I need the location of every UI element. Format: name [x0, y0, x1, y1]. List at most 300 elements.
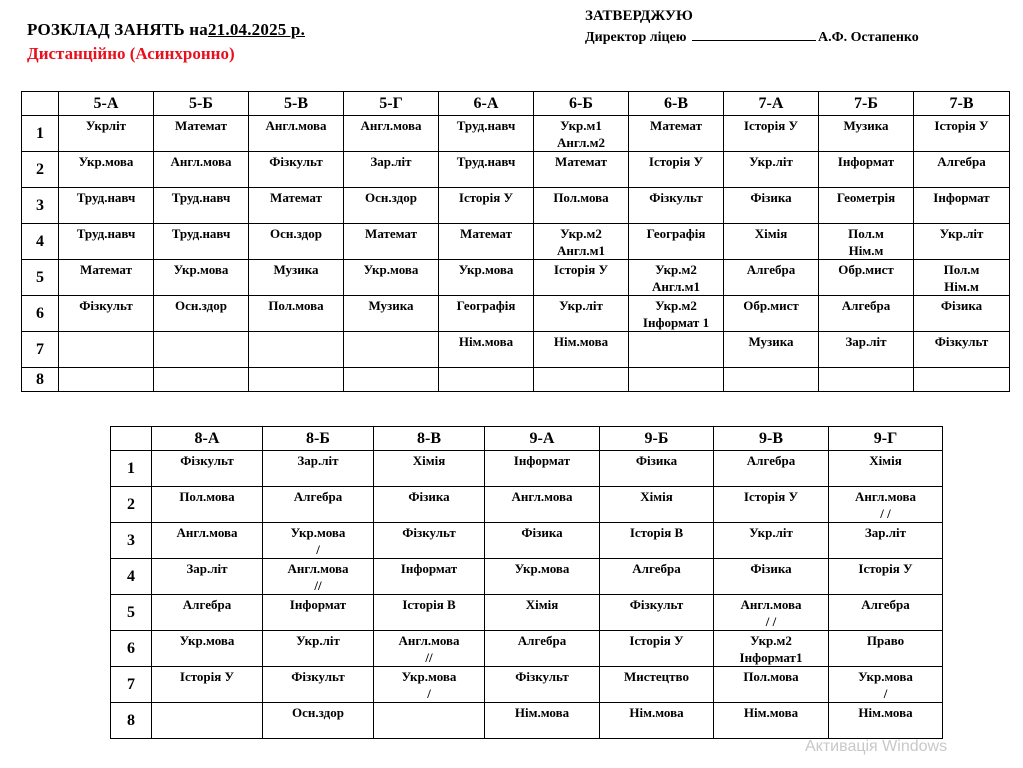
- subject-name: Алгебра: [632, 561, 681, 576]
- lesson-number: 1: [111, 451, 152, 487]
- subject-name: Фізика: [940, 298, 983, 313]
- lesson-cell: [59, 224, 154, 260]
- subject-name: Пол.мова: [743, 669, 799, 684]
- subject-name: Музика: [368, 298, 414, 313]
- subject-name: Зар.літ: [370, 154, 412, 169]
- lesson-row: [22, 368, 1010, 392]
- lesson-cell: [485, 631, 600, 667]
- subject-name: Пол.мова: [179, 489, 235, 504]
- class-header: 9-Б: [600, 427, 714, 451]
- lesson-cell: [534, 368, 629, 392]
- subject-name: Укр.м2: [560, 226, 602, 241]
- lesson-cell: [154, 296, 249, 332]
- subject-name: Фізкульт: [649, 190, 703, 205]
- lesson-cell: [714, 703, 829, 739]
- class-header: 7-В: [914, 92, 1010, 116]
- subject-name: /: [883, 686, 888, 701]
- subject-name: Фізика: [635, 453, 678, 468]
- signature-line: [692, 29, 816, 41]
- lesson-cell: [829, 523, 943, 559]
- lesson-cell: [829, 487, 943, 523]
- lesson-cell: [829, 451, 943, 487]
- lesson-cell: [152, 631, 263, 667]
- class-header: 6-В: [629, 92, 724, 116]
- class-header: 8-Б: [263, 427, 374, 451]
- lesson-row: [22, 296, 1010, 332]
- subject-name: Історія У: [934, 118, 989, 133]
- subject-name: Укр.мова: [290, 525, 346, 540]
- subject-name: Фізкульт: [180, 453, 234, 468]
- subject-name: Інформат 1: [642, 315, 710, 330]
- lesson-cell: [344, 224, 439, 260]
- subject-name: Алгебра: [937, 154, 986, 169]
- class-header: 5-Б: [154, 92, 249, 116]
- lesson-cell: [629, 296, 724, 332]
- lesson-cell: [344, 368, 439, 392]
- lesson-cell: [714, 595, 829, 631]
- lesson-cell: [344, 296, 439, 332]
- subject-name: Інформат: [513, 453, 571, 468]
- lesson-cell: [344, 152, 439, 188]
- table-header-row: [111, 427, 943, 451]
- subject-name: Осн.здор: [292, 705, 344, 720]
- lesson-cell: [534, 224, 629, 260]
- subject-name: Музика: [273, 262, 319, 277]
- lesson-cell: [344, 260, 439, 296]
- lesson-cell: [534, 296, 629, 332]
- subject-name: Фізика: [750, 561, 792, 576]
- lesson-row: [111, 631, 943, 667]
- lesson-cell: [439, 116, 534, 152]
- lesson-row: [22, 152, 1010, 188]
- title-date: 21.04.2025 р.: [207, 20, 306, 39]
- lesson-row: [22, 332, 1010, 368]
- subject-name: Укр.мова: [179, 633, 235, 648]
- subject-name: Математ: [80, 262, 132, 277]
- lesson-cell: [154, 368, 249, 392]
- lesson-row: [22, 260, 1010, 296]
- subject-name: Пол.мова: [268, 298, 324, 313]
- subject-name: Труд.навч: [171, 190, 231, 205]
- subject-name: Труд.навч: [456, 154, 516, 169]
- lesson-cell: [439, 188, 534, 224]
- class-header: 7-Б: [819, 92, 914, 116]
- subject-name: Геометрія: [836, 190, 896, 205]
- class-header: 5-Г: [344, 92, 439, 116]
- lesson-cell: [829, 559, 943, 595]
- lesson-number: 7: [22, 332, 59, 368]
- lesson-number: 8: [111, 703, 152, 739]
- subject-name: Пол.мова: [553, 190, 609, 205]
- lesson-cell: [344, 116, 439, 152]
- subject-name: Фізкульт: [629, 597, 684, 612]
- subject-name: Математ: [460, 226, 512, 241]
- subject-name: Зар.літ: [186, 561, 228, 576]
- subject-name: Укр.літ: [749, 154, 793, 169]
- subject-name: Обр.мист: [743, 298, 799, 313]
- subject-name: Нім.мова: [553, 334, 609, 349]
- lesson-cell: [724, 296, 819, 332]
- subject-name: Музика: [748, 334, 794, 349]
- subject-name: Укр.мова: [858, 669, 913, 684]
- lesson-number: 4: [111, 559, 152, 595]
- lesson-cell: [914, 296, 1010, 332]
- lesson-cell: [914, 332, 1010, 368]
- lesson-number: 7: [111, 667, 152, 703]
- windows-activation-watermark: Активація Windows: [805, 738, 948, 755]
- lesson-cell: [154, 332, 249, 368]
- subject-name: Укр.літ: [749, 525, 793, 540]
- subject-name: Алгебра: [746, 453, 796, 468]
- subject-name: Мистецтво: [624, 669, 689, 684]
- subject-name: Право: [866, 633, 905, 648]
- subject-name: Нім.мова: [514, 705, 570, 720]
- lesson-cell: [629, 152, 724, 188]
- subject-name: /: [316, 542, 320, 557]
- lesson-cell: [819, 152, 914, 188]
- subject-name: Нім.мова: [458, 334, 514, 349]
- subject-name: Інформат: [933, 190, 990, 205]
- lesson-cell: [714, 631, 829, 667]
- lesson-cell: [59, 116, 154, 152]
- subject-name: Математ: [650, 118, 702, 133]
- subject-name: Зар.літ: [864, 525, 907, 540]
- lesson-cell: [629, 368, 724, 392]
- director-line: [585, 29, 919, 46]
- lesson-cell: [59, 260, 154, 296]
- subject-name: Англ.м2: [556, 135, 606, 150]
- lesson-cell: [724, 152, 819, 188]
- subject-name: Осн.здор: [175, 298, 227, 313]
- lesson-cell: [534, 332, 629, 368]
- subject-name: Фізкульт: [269, 154, 323, 169]
- subject-name: Хімія: [754, 226, 788, 241]
- subject-name: Хімія: [412, 453, 446, 468]
- subject-name: Укр.мова: [458, 262, 514, 277]
- lesson-cell: [485, 451, 600, 487]
- lesson-cell: [724, 332, 819, 368]
- lesson-cell: [263, 559, 374, 595]
- subject-name: Алгебра: [746, 262, 796, 277]
- lesson-cell: [344, 188, 439, 224]
- lesson-cell: [914, 188, 1010, 224]
- lesson-cell: [600, 451, 714, 487]
- lesson-cell: [819, 296, 914, 332]
- subject-name: Історія У: [858, 561, 913, 576]
- lesson-number: 5: [22, 260, 59, 296]
- subject-name: Укр.мова: [173, 262, 229, 277]
- lesson-cell: [629, 260, 724, 296]
- table-header-row: [22, 92, 1010, 116]
- subject-name: Алгебра: [517, 633, 567, 648]
- subject-name: Алгебра: [841, 298, 891, 313]
- subject-name: Англ.мова: [176, 525, 238, 540]
- subject-name: Зар.літ: [297, 453, 339, 468]
- subject-name: Нім.м: [848, 243, 884, 258]
- subject-name: Англ.м1: [556, 243, 606, 258]
- subject-name: Хімія: [869, 453, 902, 468]
- subject-name: Обр.мист: [838, 262, 894, 277]
- class-header: 7-А: [724, 92, 819, 116]
- lesson-number: 2: [22, 152, 59, 188]
- lesson-cell: [154, 188, 249, 224]
- lesson-cell: [263, 451, 374, 487]
- subject-name: Алгебра: [182, 597, 232, 612]
- lesson-cell: [154, 260, 249, 296]
- subject-name: Пол.м: [943, 262, 980, 277]
- lesson-cell: [152, 451, 263, 487]
- lesson-cell: [439, 368, 534, 392]
- subject-name: Хімія: [640, 489, 673, 504]
- lesson-cell: [59, 368, 154, 392]
- lesson-cell: [724, 116, 819, 152]
- lesson-cell: [249, 188, 344, 224]
- lesson-cell: [724, 260, 819, 296]
- lesson-cell: [829, 703, 943, 739]
- lesson-row: [111, 523, 943, 559]
- subject-name: Труд.навч: [171, 226, 231, 241]
- header-corner-cell: [22, 92, 59, 116]
- subject-name: Укр.літ: [296, 633, 340, 648]
- class-header: 9-Г: [829, 427, 943, 451]
- lesson-cell: [714, 559, 829, 595]
- lesson-cell: [600, 487, 714, 523]
- class-header: 8-В: [374, 427, 485, 451]
- subject-name: Історія У: [743, 489, 799, 504]
- lesson-cell: [374, 667, 485, 703]
- lesson-cell: [374, 631, 485, 667]
- lesson-number: 6: [111, 631, 152, 667]
- lesson-cell: [249, 296, 344, 332]
- subject-name: Математ: [175, 118, 227, 133]
- subject-name: Фізкульт: [79, 298, 133, 313]
- lesson-cell: [154, 224, 249, 260]
- lesson-cell: [819, 368, 914, 392]
- lesson-cell: [59, 152, 154, 188]
- lesson-number: 1: [22, 116, 59, 152]
- schedule-table-grades-5-7: [21, 91, 1010, 392]
- lesson-cell: [439, 152, 534, 188]
- lesson-cell: [344, 332, 439, 368]
- lesson-cell: [600, 559, 714, 595]
- schedule-subtitle: Дистанційно (Асинхронно): [27, 44, 235, 63]
- lesson-cell: [439, 260, 534, 296]
- lesson-cell: [829, 667, 943, 703]
- lesson-cell: [374, 595, 485, 631]
- lesson-row: [111, 703, 943, 739]
- lesson-cell: [439, 224, 534, 260]
- lesson-cell: [439, 332, 534, 368]
- subject-name: Математ: [365, 226, 417, 241]
- class-header: 6-А: [439, 92, 534, 116]
- lesson-cell: [819, 188, 914, 224]
- lesson-cell: [249, 368, 344, 392]
- subject-name: Укр.літ: [559, 298, 603, 313]
- lesson-cell: [714, 523, 829, 559]
- lesson-cell: [374, 523, 485, 559]
- lesson-cell: [600, 595, 714, 631]
- subject-name: Укр.мова: [514, 561, 570, 576]
- lesson-row: [111, 595, 943, 631]
- subject-name: Англ.мова: [265, 118, 327, 133]
- subject-name: Інформат: [400, 561, 458, 576]
- lesson-cell: [819, 224, 914, 260]
- lesson-row: [111, 559, 943, 595]
- subject-name: Англ.мова: [360, 118, 422, 133]
- subject-name: Фізкульт: [402, 525, 456, 540]
- lesson-cell: [249, 224, 344, 260]
- subject-name: Фізкульт: [934, 334, 989, 349]
- lesson-cell: [59, 188, 154, 224]
- title-prefix: РОЗКЛАД ЗАНЯТЬ на: [27, 20, 208, 39]
- subject-name: Географія: [646, 226, 706, 241]
- lesson-cell: [724, 188, 819, 224]
- lesson-cell: [263, 667, 374, 703]
- subject-name: Математ: [555, 154, 607, 169]
- schedule-title: [27, 20, 305, 40]
- subject-name: Укрліт: [85, 118, 127, 133]
- subject-name: Англ.м1: [651, 279, 701, 294]
- lesson-row: [111, 667, 943, 703]
- lesson-cell: [714, 451, 829, 487]
- subject-name: Історія У: [629, 633, 684, 648]
- subject-name: Нім.м: [944, 279, 979, 294]
- subject-name: Англ.мова: [287, 561, 349, 576]
- subject-name: Англ.мова: [170, 154, 232, 169]
- lesson-row: [22, 224, 1010, 260]
- lesson-cell: [714, 667, 829, 703]
- lesson-cell: [485, 703, 600, 739]
- lesson-cell: [600, 631, 714, 667]
- lesson-cell: [629, 188, 724, 224]
- lesson-cell: [439, 296, 534, 332]
- lesson-number: 5: [111, 595, 152, 631]
- lesson-cell: [534, 260, 629, 296]
- lesson-cell: [152, 523, 263, 559]
- lesson-cell: [485, 487, 600, 523]
- subject-name: Укр.мова: [401, 669, 457, 684]
- lesson-number: 2: [111, 487, 152, 523]
- subject-name: / /: [765, 614, 777, 629]
- subject-name: Нім.мова: [629, 705, 684, 720]
- class-header: 5-А: [59, 92, 154, 116]
- lesson-cell: [263, 595, 374, 631]
- lesson-cell: [152, 595, 263, 631]
- lesson-cell: [534, 116, 629, 152]
- lesson-cell: [914, 260, 1010, 296]
- lesson-cell: [374, 451, 485, 487]
- subject-name: Зар.літ: [845, 334, 887, 349]
- class-header: 6-Б: [534, 92, 629, 116]
- lesson-number: 6: [22, 296, 59, 332]
- lesson-cell: [263, 487, 374, 523]
- subject-name: Історія У: [743, 118, 799, 133]
- subject-name: Історія У: [458, 190, 514, 205]
- lesson-cell: [914, 152, 1010, 188]
- lesson-cell: [374, 487, 485, 523]
- lesson-cell: [600, 703, 714, 739]
- lesson-cell: [485, 595, 600, 631]
- lesson-cell: [59, 296, 154, 332]
- subject-name: Фізика: [521, 525, 563, 540]
- subject-name: Укр.м1: [560, 118, 602, 133]
- subject-name: Фізкульт: [515, 669, 569, 684]
- director-label: Директор ліцею: [585, 30, 687, 45]
- lesson-row: [111, 487, 943, 523]
- subject-name: Труд.навч: [76, 190, 136, 205]
- subject-name: Історія В: [629, 525, 684, 540]
- subject-name: Нім.мова: [743, 705, 799, 720]
- lesson-row: [111, 451, 943, 487]
- lesson-cell: [534, 152, 629, 188]
- subject-name: Труд.навч: [456, 118, 516, 133]
- lesson-row: [22, 116, 1010, 152]
- director-name: А.Ф. Остапенко: [817, 30, 919, 45]
- lesson-cell: [629, 116, 724, 152]
- subject-name: Нім.мова: [858, 705, 913, 720]
- subject-name: Історія У: [179, 669, 235, 684]
- lesson-cell: [829, 631, 943, 667]
- lesson-cell: [485, 667, 600, 703]
- subject-name: Осн.здор: [270, 226, 322, 241]
- subject-name: Укр.м2: [750, 633, 792, 648]
- lesson-cell: [819, 332, 914, 368]
- lesson-cell: [724, 224, 819, 260]
- class-header: 8-А: [152, 427, 263, 451]
- lesson-cell: [374, 703, 485, 739]
- lesson-cell: [152, 487, 263, 523]
- subject-name: Укр.м2: [655, 298, 697, 313]
- lesson-cell: [152, 559, 263, 595]
- header-corner-cell: [111, 427, 152, 451]
- lesson-cell: [374, 559, 485, 595]
- subject-name: //: [425, 650, 433, 665]
- subject-name: Укр.м2: [655, 262, 697, 277]
- class-header: 9-В: [714, 427, 829, 451]
- class-header: 9-А: [485, 427, 600, 451]
- lesson-cell: [249, 152, 344, 188]
- subject-name: Географія: [456, 298, 516, 313]
- subject-name: /: [427, 686, 431, 701]
- schedule-table-grades-8-9: [110, 426, 943, 739]
- lesson-cell: [249, 260, 344, 296]
- lesson-cell: [249, 332, 344, 368]
- lesson-cell: [249, 116, 344, 152]
- subject-name: Математ: [270, 190, 322, 205]
- lesson-cell: [534, 188, 629, 224]
- lesson-cell: [629, 332, 724, 368]
- lesson-number: 3: [22, 188, 59, 224]
- lesson-cell: [154, 116, 249, 152]
- lesson-cell: [914, 368, 1010, 392]
- subject-name: Музика: [843, 118, 889, 133]
- class-header: 5-В: [249, 92, 344, 116]
- lesson-cell: [829, 595, 943, 631]
- lesson-cell: [485, 523, 600, 559]
- subject-name: Фізика: [408, 489, 450, 504]
- subject-name: Англ.мова: [398, 633, 460, 648]
- lesson-cell: [600, 523, 714, 559]
- subject-name: Фізкульт: [291, 669, 345, 684]
- subject-name: Хімія: [525, 597, 559, 612]
- subject-name: Алгебра: [861, 597, 910, 612]
- lesson-number: 8: [22, 368, 59, 392]
- lesson-cell: [724, 368, 819, 392]
- lesson-cell: [600, 667, 714, 703]
- subject-name: Англ.мова: [854, 489, 917, 504]
- lesson-cell: [819, 116, 914, 152]
- subject-name: Інформат: [289, 597, 347, 612]
